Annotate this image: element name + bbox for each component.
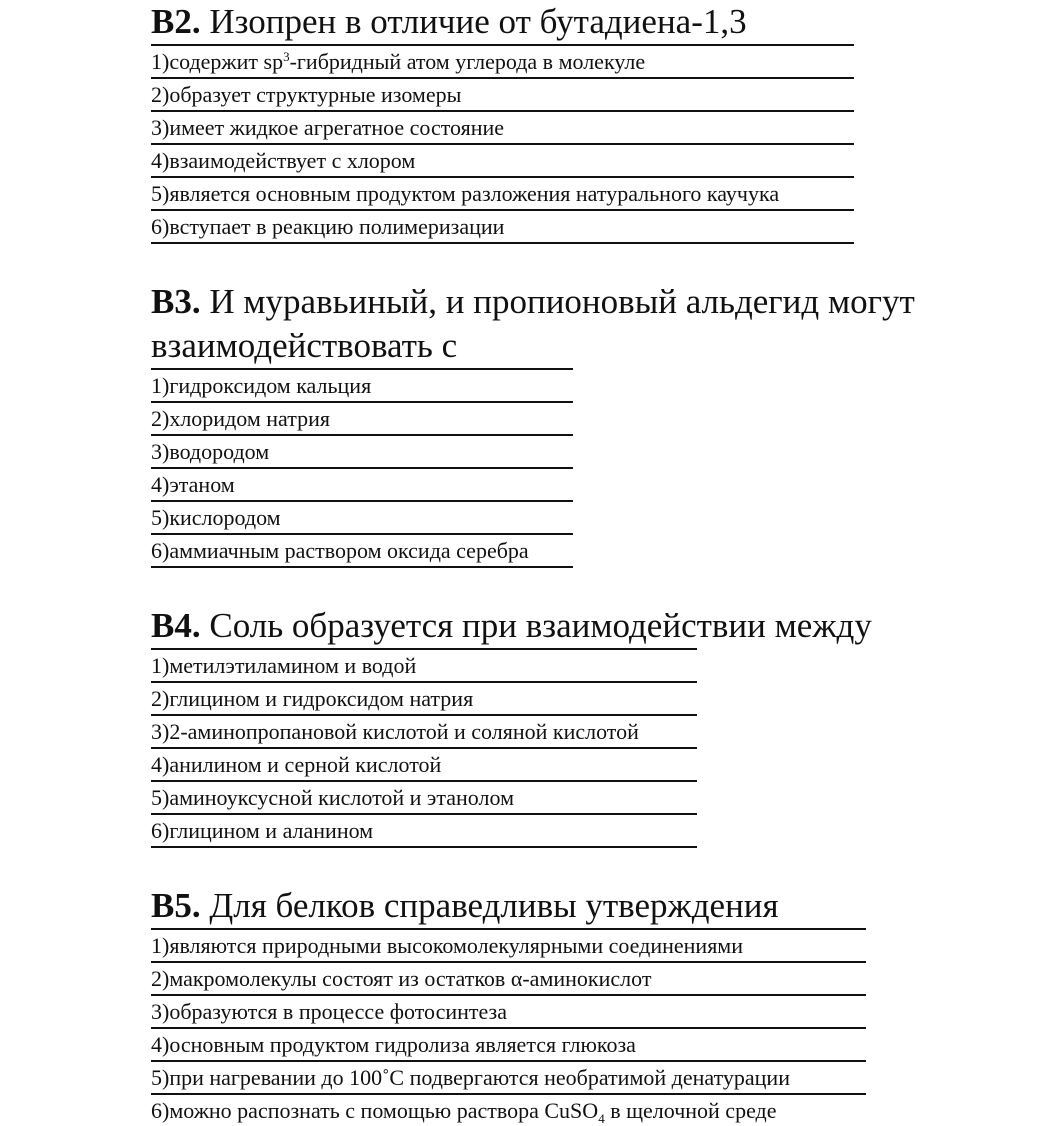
option-4: 4)этаном — [151, 467, 573, 500]
question-number: B2. — [151, 2, 201, 41]
option-5: 5)является основным продуктом разложения натурального каучука — [151, 176, 854, 209]
question-b5-title — [151, 884, 866, 928]
question-b5 — [151, 884, 866, 1126]
option-5: 5)при нагревании до 100˚С подвергаются необратимой денатурации — [151, 1060, 866, 1093]
option-3: 3)водородом — [151, 434, 573, 467]
option-list — [151, 928, 866, 1126]
option-1: 1)метилэтиламином и водой — [151, 648, 697, 681]
question-text: И муравьиный, и пропионовый альдегид могут взаимодействовать с — [151, 282, 915, 365]
question-number: B3. — [151, 282, 201, 321]
option-6: 6)вступает в реакцию полимеризации — [151, 209, 854, 244]
question-b2-title — [151, 0, 854, 44]
option-6: 6)глицином и аланином — [151, 813, 697, 848]
option-2: 2)макромолекулы состоят из остатков α-аминокислот — [151, 961, 866, 994]
option-5: 5)кислородом — [151, 500, 573, 533]
option-2: 2)образует структурные изомеры — [151, 77, 854, 110]
question-b3-title — [151, 280, 981, 368]
option-4: 4)основным продуктом гидролиза является глюкоза — [151, 1027, 866, 1060]
option-2: 2)глицином и гидроксидом натрия — [151, 681, 697, 714]
option-6: 6)можно распознать с помощью раствора CuSO$_4$ в щелочной среде — [151, 1093, 866, 1126]
option-4: 4)взаимодействует с хлором — [151, 143, 854, 176]
option-2: 2)хлоридом натрия — [151, 401, 573, 434]
question-b2 — [151, 0, 854, 244]
question-b3 — [151, 280, 981, 568]
question-text: Для белков справедливы утверждения — [209, 886, 779, 925]
option-list — [151, 368, 573, 568]
question-b4 — [151, 604, 872, 848]
option-5: 5)аминоуксусной кислотой и этанолом — [151, 780, 697, 813]
option-4: 4)анилином и серной кислотой — [151, 747, 697, 780]
option-6: 6)аммиачным раствором оксида серебра — [151, 533, 573, 568]
option-3: 3)2-аминопропановой кислотой и соляной кислотой — [151, 714, 697, 747]
option-1: 1)являются природными высокомолекулярными соединениями — [151, 928, 866, 961]
question-b4-title — [151, 604, 872, 648]
option-3: 3)имеет жидкое агрегатное состояние — [151, 110, 854, 143]
question-text: Соль образуется при взаимодействии между — [209, 606, 872, 645]
question-number: B5. — [151, 886, 201, 925]
question-text: Изопрен в отличие от бутадиена-1,3 — [209, 2, 747, 41]
option-1: 1)гидроксидом кальция — [151, 368, 573, 401]
option-1: 1)содержит $sp^3$-гибридный атом углерода в молекуле — [151, 44, 854, 77]
option-list — [151, 44, 854, 244]
subscript: 4 — [598, 1111, 605, 1126]
superscript: 3 — [283, 49, 290, 64]
option-3: 3)образуются в процессе фотосинтеза — [151, 994, 866, 1027]
question-number: B4. — [151, 606, 201, 645]
option-list — [151, 648, 697, 848]
